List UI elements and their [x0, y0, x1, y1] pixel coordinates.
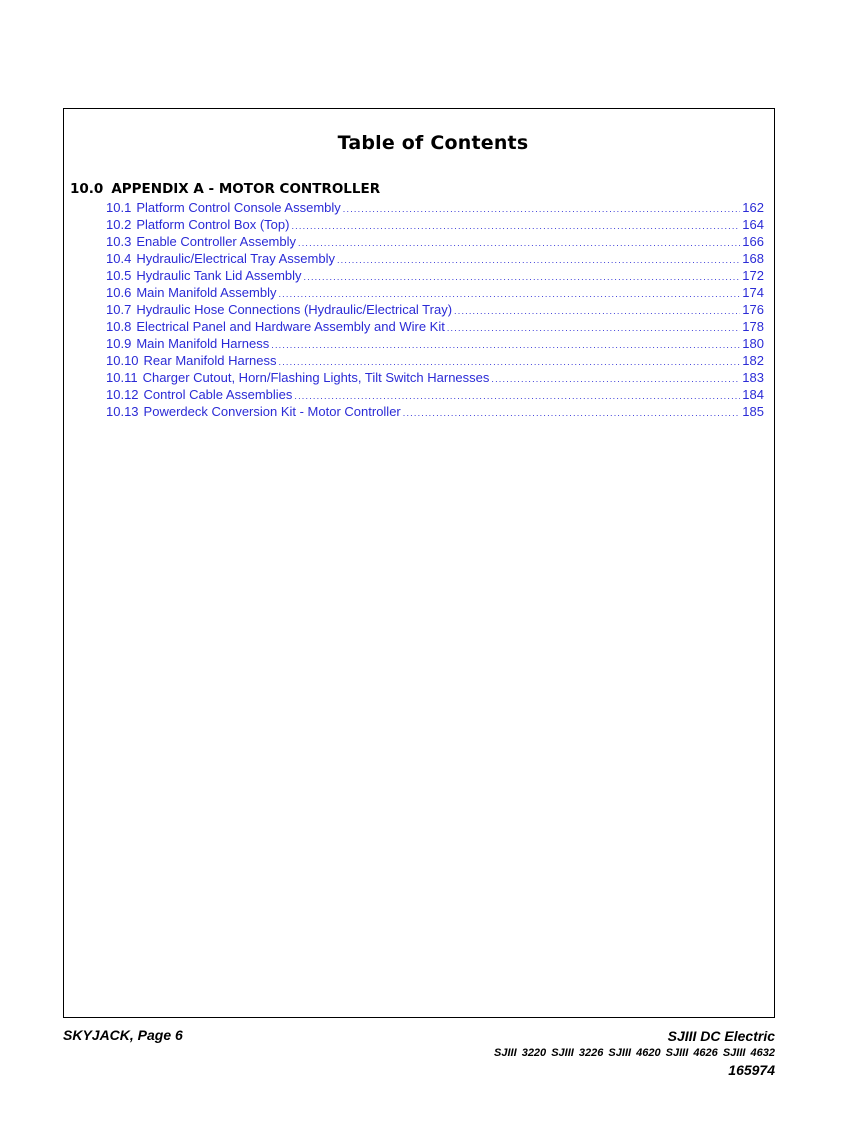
footer-product-info [494, 1027, 775, 1079]
entry-page: 184 [742, 387, 764, 402]
entry-number: 10.13 [106, 404, 139, 419]
toc-entry[interactable] [106, 318, 764, 335]
toc-list [106, 199, 764, 420]
dot-leader [271, 337, 740, 354]
toc-entry[interactable] [106, 335, 764, 352]
entry-title: Rear Manifold Harness [143, 353, 277, 368]
dot-leader [298, 235, 740, 252]
entry-title: Platform Control Console Assembly [136, 200, 341, 215]
dot-leader [343, 201, 741, 218]
entry-title: Hydraulic/Electrical Tray Assembly [136, 251, 335, 266]
entry-page: 183 [742, 370, 764, 385]
dot-leader [291, 218, 740, 235]
entry-title: Platform Control Box (Top) [136, 217, 290, 232]
entry-number: 10.11 [106, 370, 138, 385]
toc-entry[interactable] [106, 369, 764, 386]
entry-page: 185 [742, 404, 764, 419]
entry-number: 10.7 [106, 302, 132, 317]
dot-leader [454, 303, 740, 320]
section-number: 10.0 [70, 181, 104, 197]
entry-page: 162 [742, 200, 764, 215]
entry-page: 176 [742, 302, 764, 317]
toc-entry[interactable] [106, 352, 764, 369]
section-heading [70, 181, 380, 197]
entry-number: 10.5 [106, 268, 132, 283]
toc-entry[interactable] [106, 284, 764, 301]
footer-part-number: 165974 [728, 1062, 775, 1078]
entry-number: 10.10 [106, 353, 139, 368]
toc-entry[interactable] [106, 386, 764, 403]
dot-leader [337, 252, 740, 269]
toc-entry[interactable] [106, 233, 764, 250]
toc-entry[interactable] [106, 199, 764, 216]
entry-number: 10.8 [106, 319, 132, 334]
toc-entry[interactable] [106, 403, 764, 420]
entry-number: 10.9 [106, 336, 132, 351]
entry-title: Electrical Panel and Hardware Assembly and Wire Kit [136, 319, 445, 334]
dot-leader [304, 269, 741, 286]
entry-number: 10.1 [106, 200, 132, 215]
entry-title: Control Cable Assemblies [143, 387, 293, 402]
entry-title: Main Manifold Harness [136, 336, 270, 351]
footer-model-list: SJIII 3220 SJIII 3226 SJIII 4620 SJIII 4626 SJIII 4632 [494, 1047, 775, 1059]
section-title: APPENDIX A - MOTOR CONTROLLER [111, 181, 381, 197]
entry-number: 10.12 [106, 387, 139, 402]
entry-page: 180 [742, 336, 764, 351]
entry-page: 172 [742, 268, 764, 283]
entry-title: Powerdeck Conversion Kit - Motor Controller [143, 404, 401, 419]
toc-entry[interactable] [106, 301, 764, 318]
entry-title: Hydraulic Tank Lid Assembly [136, 268, 302, 283]
entry-page: 164 [742, 217, 764, 232]
entry-title: Charger Cutout, Horn/Flashing Lights, Tilt Switch Harnesses [142, 370, 490, 385]
footer-page-label: SKYJACK, Page 6 [63, 1027, 183, 1043]
entry-page: 178 [742, 319, 764, 334]
toc-entry[interactable] [106, 250, 764, 267]
entry-title: Hydraulic Hose Connections (Hydraulic/Electrical Tray) [136, 302, 453, 317]
entry-page: 174 [742, 285, 764, 300]
entry-number: 10.6 [106, 285, 132, 300]
dot-leader [491, 371, 740, 388]
toc-entry[interactable] [106, 216, 764, 233]
entry-title: Main Manifold Assembly [136, 285, 277, 300]
entry-title: Enable Controller Assembly [136, 234, 297, 249]
dot-leader [403, 405, 741, 422]
page-title: Table of Contents [337, 132, 529, 154]
entry-number: 10.3 [106, 234, 132, 249]
entry-page: 182 [742, 353, 764, 368]
entry-page: 166 [742, 234, 764, 249]
entry-number: 10.4 [106, 251, 132, 266]
entry-number: 10.2 [106, 217, 132, 232]
dot-leader [447, 320, 740, 337]
toc-entry[interactable] [106, 267, 764, 284]
entry-page: 168 [742, 251, 764, 266]
footer-product-name: SJIII DC Electric [667, 1028, 775, 1044]
